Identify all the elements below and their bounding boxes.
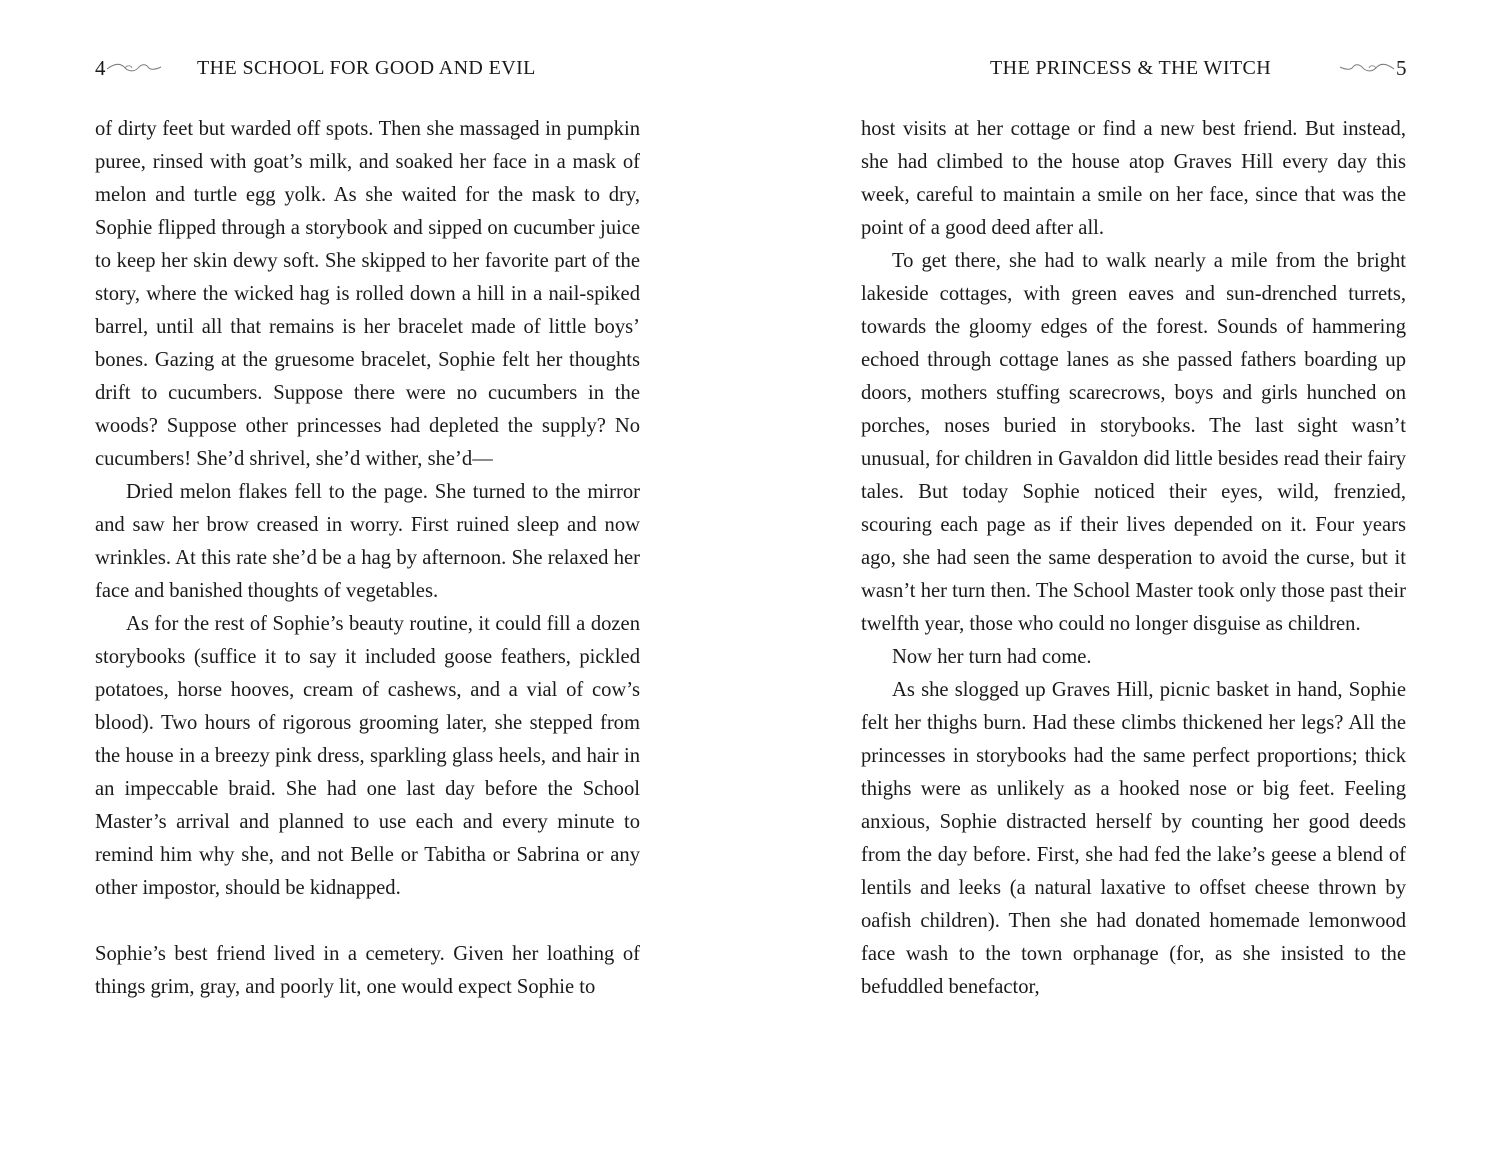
left-running-title: THE SCHOOL FOR GOOD AND EVIL	[197, 57, 536, 79]
left-body-text	[95, 113, 640, 1004]
flourish-ornament-icon	[105, 62, 163, 74]
paragraph: To get there, she had to walk nearly a mile from the bright lakeside cottages, with green eaves and sun-drenched turrets, towards the gloomy edges of the forest. Sounds of hammering echoed through cottage lanes as she passed fathers boarding up doors, mothers stuffing scarecrows, boys and girls hunched on porches, noses buried in storybooks. The last sight wasn’t unusual, for children in Gavaldon did little besides read their fairy tales. But today Sophie noticed their eyes, wild, frenzied, scouring each page as if their lives depended on it. Four years ago, she had seen the same desperation to avoid the curse, but it wasn’t her turn then. The School Master took only those past their twelfth year, those who could no longer disguise as children.	[861, 250, 1407, 635]
paragraph: As for the rest of Sophie’s beauty routine, it could fill a dozen storybooks (suffice it to say it included goose feathers, pickled potatoes, horse hooves, cream of cashews, and a vial of cow’s blood). Two hours of rigorous grooming later, she stepped from the house in a breezy pink dress, sparkling glass heels, and hair in an impeccable braid. She had one last day before the School Master’s arrival and planned to use each and every minute to remind him why she, and not Belle or Tabitha or Sabrina or any other impostor, should be kidnapped.	[95, 613, 640, 899]
paragraph: Dried melon flakes fell to the page. She turned to the mirror and saw her brow creased in worry. First ruined sleep and now wrinkles. At this rate she’d be a hag by afternoon. She relaxed her face and banished thoughts of vegetables.	[95, 481, 640, 602]
paragraph: of dirty feet but warded off spots. Then she massaged in pumpkin puree, rinsed with goat’s milk, and soaked her face in a mask of melon and turtle egg yolk. As she waited for the mask to dry, Sophie flipped through a storybook and sipped on cucumber juice to keep her skin dewy soft. She skipped to her favorite part of the story, where the wicked hag is rolled down a hill in a nail-spiked barrel, until all that remains is her bracelet made of little boys’ bones. Gazing at the gruesome bracelet, Sophie felt her thoughts drift to cucumbers. Suppose there were no cucumbers in the woods? Suppose other princesses had depleted the supply? No cucumbers! She’d shrivel, she’d wither, she’d—	[95, 118, 640, 470]
paragraph: Now her turn had come.	[892, 646, 1092, 668]
left-running-head	[95, 54, 640, 82]
paragraph: As she slogged up Graves Hill, picnic basket in hand, Sophie felt her thighs burn. Had these climbs thickened her legs? All the princesses in storybooks had the same perfect proportions; thick thighs were as unlikely as a hooked nose or big feet. Feeling anxious, Sophie distracted herself by counting her good deeds from the day before. First, she had fed the lake’s geese a blend of lentils and leeks (a natural laxative to offset cheese thrown by oafish children). Then she had donated homemade lemonwood face wash to the town orphanage (for, as she insisted to the befuddled benefactor,	[861, 679, 1406, 998]
right-body-text	[861, 113, 1406, 1004]
flourish-ornament-icon	[1338, 62, 1396, 74]
right-running-head	[860, 54, 1405, 82]
left-folio: 4	[95, 56, 106, 80]
right-running-title: THE PRINCESS & THE WITCH	[990, 57, 1272, 79]
right-folio: 5	[1396, 56, 1407, 80]
paragraph: host visits at her cottage or find a new best friend. But instead, she had climbed to the house atop Graves Hill every day this week, careful to maintain a smile on her face, since that was the point of a good deed after all.	[861, 118, 1406, 239]
right-page	[750, 0, 1500, 1151]
section-start-paragraph: Sophie’s best friend lived in a cemetery. Given her loathing of things grim, gray, and poorly lit, one would expect Sophie to	[95, 943, 640, 998]
